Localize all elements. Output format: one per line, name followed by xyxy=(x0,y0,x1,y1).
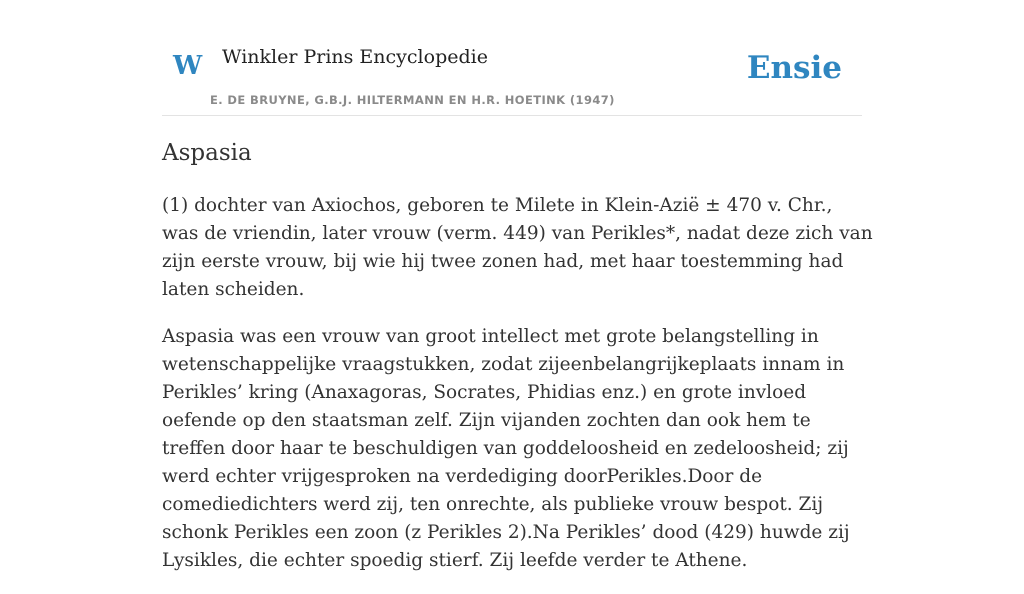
article-body xyxy=(162,192,874,594)
site-header xyxy=(162,40,862,116)
article-paragraph: (1) dochter van Axiochos, geboren te Milete in Klein-Azië ± 470 v. Chr., was de vriendin, later vrouw (verm. 449) van Perikles*, nadat deze zich van zijn eerste vrouw, bij wie hij twee zonen had, met haar toestemming had laten scheiden. xyxy=(162,195,873,300)
authors-line: E. DE BRUYNE, G.B.J. HILTERMANN EN H.R. HOETINK (1947) xyxy=(210,93,615,107)
ensie-brand-logo[interactable]: Ensie xyxy=(746,50,842,86)
article-paragraph: Aspasia was een vrouw van groot intellect met grote belangstelling in wetenschappelijke vraagstukken, zodat zijeenbelangrijkeplaats innam in Perikles’ kring (Anaxagoras, Socrates, Phidias enz.) en grote invloed oefende op den staatsman zelf. Zijn vijanden zochten dan ook hem te treffen door haar te beschuldigen van goddeloosheid en zedeloosheid; zij werd echter vrijgesproken na verdediging doorPerikles.Door de comediedichters werd zij, ten onrechte, als publieke vrouw bespot. Zij schonk Perikles een zoon (z Perikles 2).Na Perikles’ dood (429) huwde zij Lysikles, die echter spoedig stierf. Zij leefde verder te Athene. xyxy=(162,326,850,571)
article-title: Aspasia xyxy=(162,140,252,166)
encyclopedia-logo-icon[interactable]: W xyxy=(173,51,203,81)
encyclopedia-title-link[interactable]: Winkler Prins Encyclopedie xyxy=(222,46,488,68)
